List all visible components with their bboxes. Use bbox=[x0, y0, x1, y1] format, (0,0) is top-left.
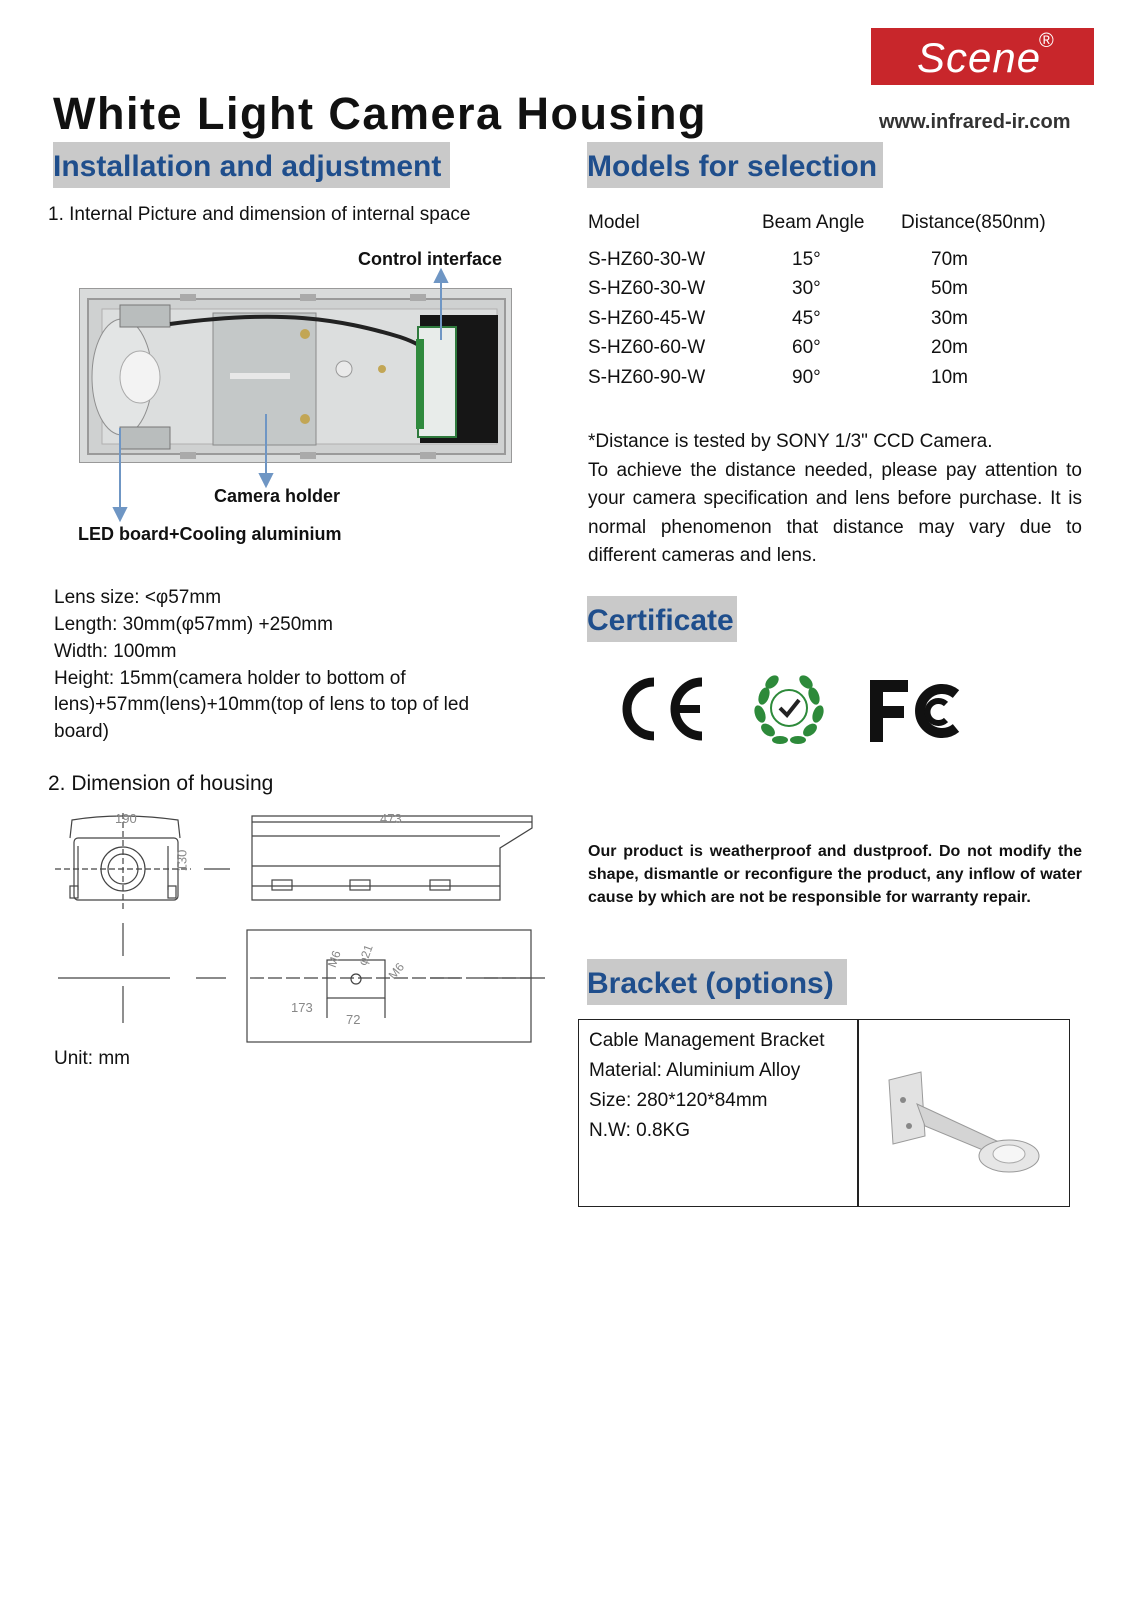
callout-camera-holder: Camera holder bbox=[214, 486, 341, 506]
item2-text: 2. Dimension of housing bbox=[48, 772, 274, 795]
col-distance: Distance(850nm) bbox=[901, 212, 1046, 233]
col-beam-angle: Beam Angle bbox=[762, 212, 865, 233]
spec-lens-size: Lens size: <φ57mm bbox=[54, 587, 222, 608]
bracket-table bbox=[578, 1019, 1070, 1207]
row-distance: 10m bbox=[931, 367, 968, 388]
bracket-image bbox=[879, 1060, 1049, 1190]
dim-m6-right: M6 bbox=[385, 960, 408, 982]
spec-height-3: board) bbox=[54, 721, 109, 742]
bracket-weight: N.W: 0.8KG bbox=[589, 1120, 691, 1141]
models-heading: Models for selection bbox=[587, 142, 883, 188]
installation-heading: Installation and adjustment bbox=[53, 142, 450, 188]
row-distance: 50m bbox=[931, 278, 968, 299]
callout-led-board: LED board+Cooling aluminium bbox=[78, 524, 342, 544]
row-angle: 60° bbox=[792, 337, 821, 358]
col-model: Model bbox=[588, 212, 640, 233]
certificate-heading: Certificate bbox=[587, 596, 737, 642]
dim-130: 130 bbox=[174, 849, 190, 872]
bracket-material: Material: Aluminium Alloy bbox=[589, 1060, 801, 1081]
row-angle: 45° bbox=[792, 308, 821, 329]
bracket-divider bbox=[857, 1020, 859, 1206]
row-angle: 15° bbox=[792, 249, 821, 270]
bracket-specs bbox=[589, 1026, 825, 1146]
brand-name: Scene bbox=[917, 34, 1042, 81]
row-model: S-HZ60-30-W bbox=[588, 278, 706, 299]
bracket-size: Size: 280*120*84mm bbox=[589, 1090, 768, 1111]
row-angle: 90° bbox=[792, 367, 821, 388]
row-model: S-HZ60-45-W bbox=[588, 308, 706, 329]
row-angle: 30° bbox=[792, 278, 821, 299]
callout-arrows bbox=[0, 0, 560, 540]
warranty-warning: Our product is weatherproof and dustproof. Do not modify the shape, dismantle or reconfigure the product, any inflow of water cause by which are not be responsible for warranty repair. bbox=[588, 843, 1082, 906]
bracket-heading: Bracket (options) bbox=[587, 959, 847, 1005]
spec-width: Width: 100mm bbox=[54, 641, 177, 662]
brand-logo bbox=[871, 28, 1094, 85]
row-distance: 20m bbox=[931, 337, 968, 358]
rohs-logo-icon bbox=[750, 670, 828, 746]
dim-phi21: φ21 bbox=[355, 942, 376, 968]
spec-height-1: Height: 15mm(camera holder to bottom of bbox=[54, 668, 406, 689]
note-line-2: To achieve the distance needed, please pay attention to your camera specification and lens before purchase. It is normal phenomenon that distance may vary due to different cameras and lens. bbox=[588, 459, 1082, 566]
dim-m6-left: M6 bbox=[324, 948, 344, 970]
note-line-1: *Distance is tested by SONY 1/3" CCD Camera. bbox=[588, 431, 993, 452]
registered-mark: ® bbox=[1039, 30, 1054, 52]
bracket-name: Cable Management Bracket bbox=[589, 1030, 825, 1051]
row-distance: 70m bbox=[931, 249, 968, 270]
row-model: S-HZ60-90-W bbox=[588, 367, 706, 388]
dim-473: 473 bbox=[380, 811, 402, 826]
dim-190: 190 bbox=[115, 811, 137, 826]
fc-logo-icon bbox=[868, 678, 964, 744]
website-link[interactable]: www.infrared-ir.com bbox=[879, 111, 1071, 133]
item1-text: 1. Internal Picture and dimension of internal space bbox=[48, 204, 471, 225]
row-distance: 30m bbox=[931, 308, 968, 329]
page-title: White Light Camera Housing bbox=[53, 88, 708, 139]
row-model: S-HZ60-60-W bbox=[588, 337, 706, 358]
callout-control-interface: Control interface bbox=[358, 249, 503, 269]
ce-logo-icon bbox=[618, 676, 708, 742]
row-model: S-HZ60-30-W bbox=[588, 249, 706, 270]
spec-height-2: lens)+57mm(lens)+10mm(top of lens to top of led bbox=[54, 694, 470, 715]
unit-label: Unit: mm bbox=[54, 1048, 130, 1069]
dim-173: 173 bbox=[291, 1000, 313, 1015]
dim-72: 72 bbox=[346, 1012, 361, 1027]
distance-note bbox=[588, 428, 1082, 571]
spec-length: Length: 30mm(φ57mm) +250mm bbox=[54, 614, 333, 635]
